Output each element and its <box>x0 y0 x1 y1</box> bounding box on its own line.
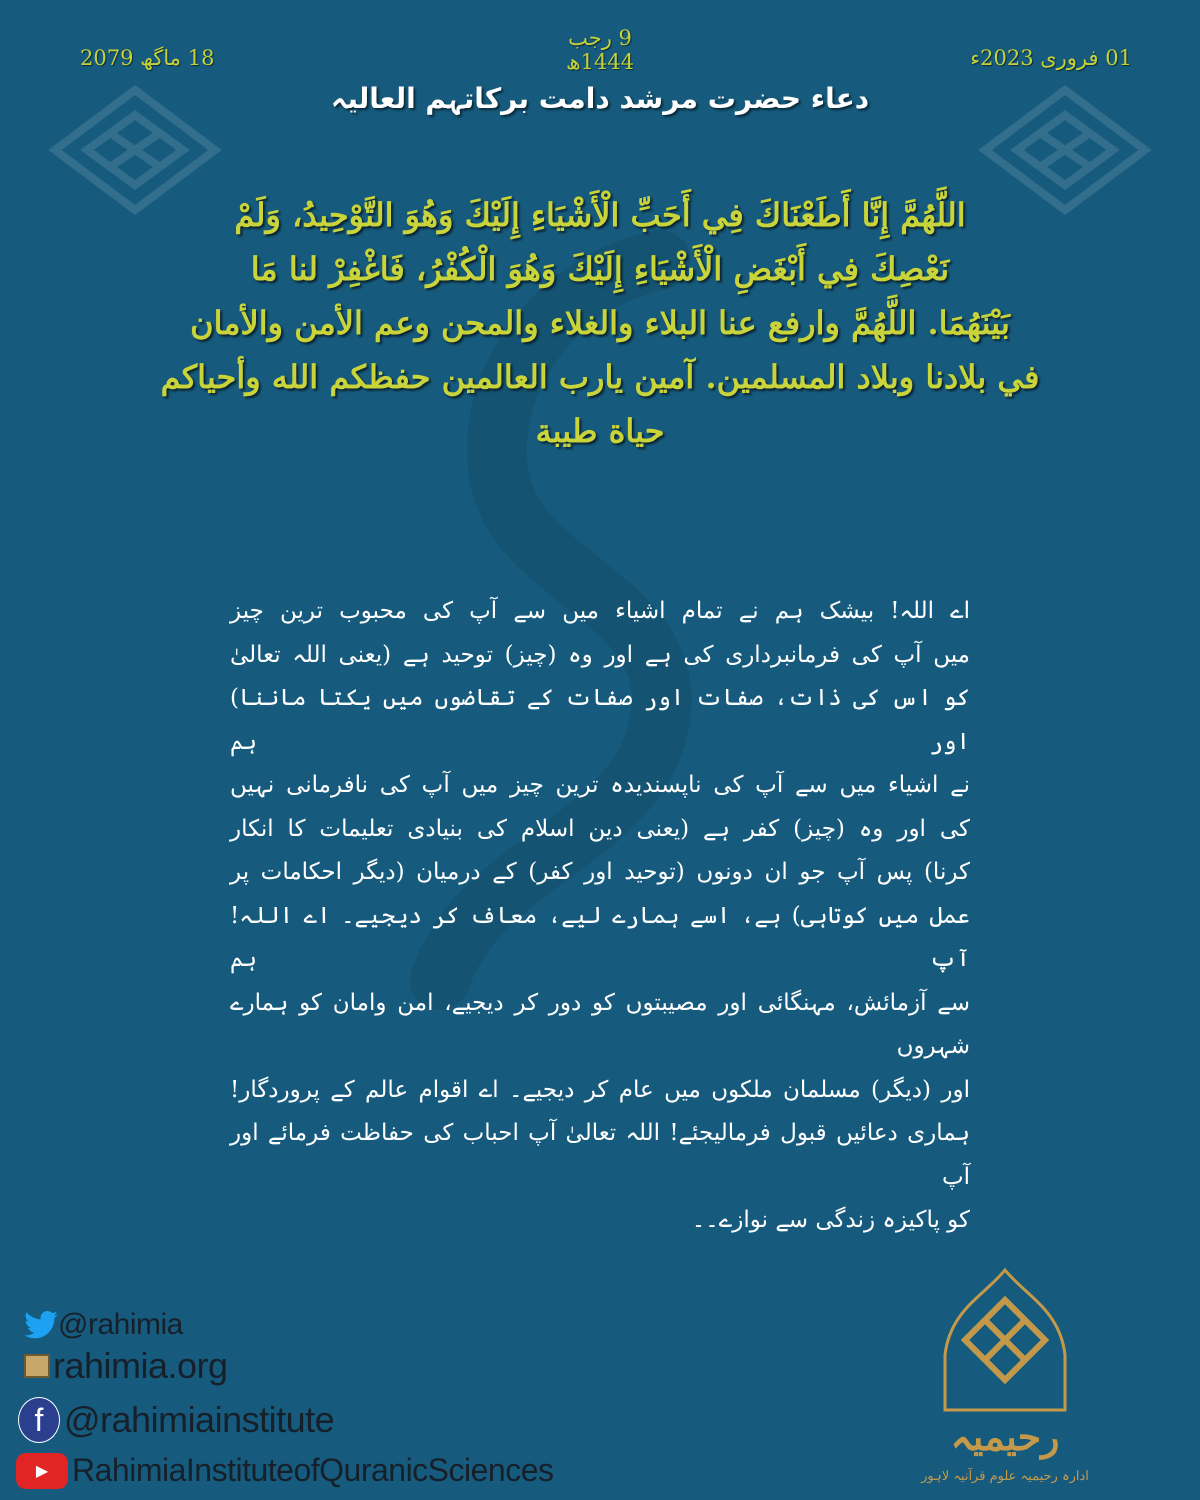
twitter-icon <box>24 1311 58 1339</box>
hijri-date: 9 رجب 1444ھ <box>565 26 635 74</box>
youtube-channel: RahimiaInstituteofQuranicSciences <box>72 1452 554 1488</box>
website-url: rahimia.org <box>53 1345 228 1386</box>
arabic-dua <box>100 188 1100 458</box>
urdu-line: کرنا) پس آپ جو ان دونوں (توحید اور کفر) کے درمیان (دیگر احکامات پر <box>230 859 970 885</box>
arabic-line: نَعْصِكَ فِي أَبْغَضِ الْأَشْيَاءِ إِلَيْكَ وَهُوَ الْكُفْرُ، فَاغْفِرْ لنا مَا <box>250 250 950 288</box>
urdu-line: سے آزمائش، مہنگائی اور مصیبتوں کو دور کر دیجیے، امن وامان کو ہمارے شہروں <box>230 989 970 1059</box>
arabic-line: في بلادنا وبلاد المسلمين. آمين يارب العالمين حفظكم الله وأحياكم <box>160 358 1040 396</box>
logo-emblem <box>905 1265 1105 1490</box>
arabic-line: اللَّهُمَّ إِنَّا أَطَعْنَاكَ فِي أَحَبِّ الْأَشْيَاءِ إِلَيْكَ وَهُوَ التَّوْحِيدُ، وَلَمْ <box>234 196 966 234</box>
facebook-link[interactable] <box>18 1397 334 1443</box>
gregorian-date: 01 فروری 2023ء <box>970 46 1132 70</box>
facebook-handle: @rahimiainstitute <box>64 1399 335 1440</box>
arabic-line: حياة طيبة <box>535 412 665 450</box>
urdu-line: کو پاکیزہ زندگی سے نوازے۔۔ <box>691 1207 970 1233</box>
svg-text:رحیمیہ: رحیمیہ <box>950 1414 1060 1459</box>
bikrami-date: 18 ماگھ 2079 <box>80 46 215 70</box>
website-link[interactable] <box>24 1345 228 1387</box>
urdu-line: کی اور وہ (چیز) کفر ہے (یعنی دین اسلام کی بنیادی تعلیمات کا انکار <box>230 815 970 842</box>
urdu-line: اے اللہ! بیشک ہم نے تمام اشیاء میں سے آپ کی محبوب ترین چیز <box>230 598 970 624</box>
urdu-line: نے اشیاء میں سے آپ کی ناپسندیدہ ترین چیز میں آپ کی نافرمانی نہیں <box>230 772 970 798</box>
website-icon <box>24 1354 50 1378</box>
twitter-link[interactable] <box>24 1308 183 1342</box>
arabic-line: بَيْنَهُمَا. اللَّهُمَّ وارفع عنا البلاء والغلاء والمحن وعم الأمن والأمان <box>190 304 1010 342</box>
urdu-translation <box>230 590 970 1243</box>
urdu-line: کو اس کی ذات، صفات اور صفات کے تقاضوں میں یکتا ماننا) اور ہم <box>230 685 970 755</box>
urdu-line: عمل میں کوتاہی) ہے، اسے ہمارے لیے، معاف کر دیجیے۔ اے اللہ! آپ ہم <box>230 902 970 972</box>
youtube-icon: ▶ <box>16 1453 68 1489</box>
youtube-link[interactable] <box>16 1452 554 1489</box>
page-title: دعاء حضرت مرشد دامت برکاتہم العالیہ <box>330 82 870 115</box>
twitter-handle: @rahimia <box>58 1308 183 1341</box>
svg-text:ادارہ رحیمیہ علوم قرآنیہ لاہور: ادارہ رحیمیہ علوم قرآنیہ لاہور <box>921 1469 1089 1484</box>
urdu-line: میں آپ کی فرمانبرداری کی ہے اور وہ (چیز) توحید ہے (یعنی اللہ تعالیٰ <box>230 641 970 668</box>
facebook-icon: f <box>18 1397 60 1443</box>
urdu-line: اور (دیگر) مسلمان ملکوں میں عام کر دیجیے۔ اے اقوام عالم کے پروردگار! <box>230 1076 970 1103</box>
rahimia-logo <box>905 1265 1105 1490</box>
urdu-line: ہماری دعائیں قبول فرمالیجئے! اللہ تعالیٰ آپ احباب کی حفاظت فرمائے اور آپ <box>230 1120 970 1190</box>
